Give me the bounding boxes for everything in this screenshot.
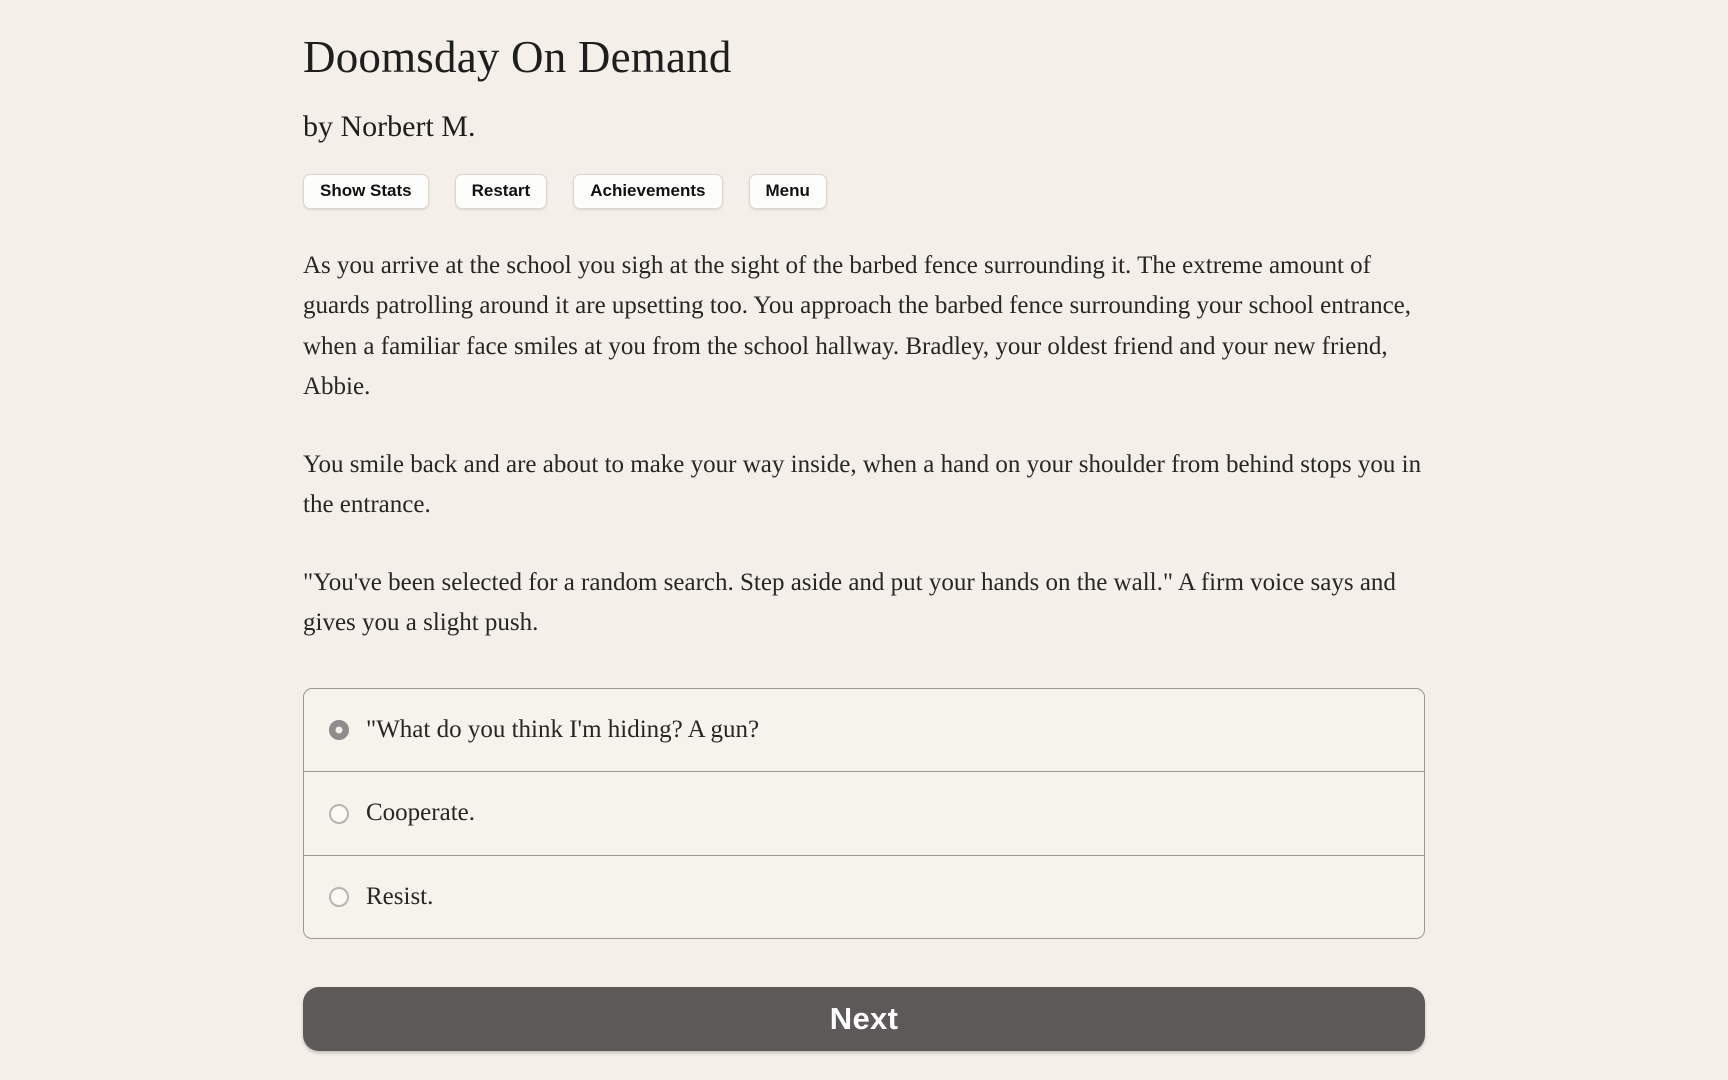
choice-label-0: "What do you think I'm hiding? A gun? xyxy=(366,715,760,743)
game-author: by Norbert M. xyxy=(303,109,476,143)
choice-option-1[interactable] xyxy=(304,771,1424,855)
story-paragraph-1: As you arrive at the school you sigh at the sight of the barbed fence surrounding it. The extreme amount of guards patrolling around it are upsetting too. You approach the barbed fence surrounding your school entrance, when a familiar face smiles at you from the school hallway. Bradley, your oldest friend and your new friend, Abbie. xyxy=(303,251,1412,401)
choice-option-0[interactable] xyxy=(304,689,1424,772)
show-stats-button[interactable]: Show Stats xyxy=(303,174,429,209)
choice-group xyxy=(303,688,1425,940)
story-text xyxy=(303,246,1425,644)
choice-option-2[interactable] xyxy=(304,855,1424,939)
menu-button[interactable]: Menu xyxy=(749,174,827,209)
choice-radio-1[interactable] xyxy=(329,804,349,824)
choice-label-1: Cooperate. xyxy=(366,799,475,827)
restart-button[interactable]: Restart xyxy=(455,174,548,209)
game-title: Doomsday On Demand xyxy=(303,32,732,82)
toolbar xyxy=(303,174,1425,209)
achievements-button[interactable]: Achievements xyxy=(573,174,722,209)
choice-radio-0[interactable] xyxy=(329,720,349,740)
choice-radio-2[interactable] xyxy=(329,887,349,907)
story-paragraph-3: "You've been selected for a random search. Step aside and put your hands on the wall." A firm voice says and gives you a slight push. xyxy=(303,568,1396,637)
story-paragraph-2: You smile back and are about to make your way inside, when a hand on your shoulder from behind stops you in the entrance. xyxy=(303,450,1422,519)
game-page xyxy=(303,0,1425,1051)
next-button[interactable]: Next xyxy=(303,987,1425,1051)
choice-label-2: Resist. xyxy=(366,882,434,910)
